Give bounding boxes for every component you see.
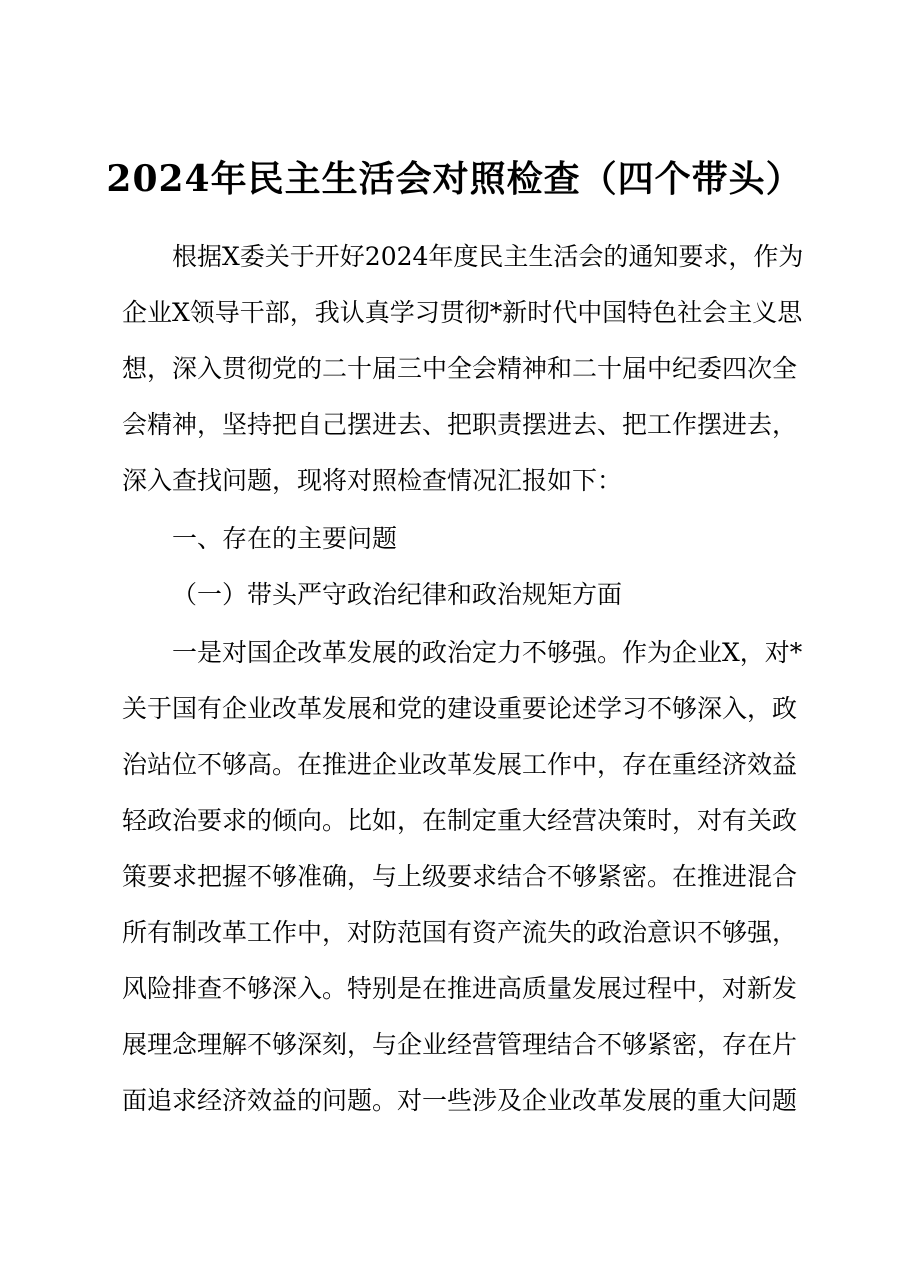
para1-line-1: 一是对国企改革发展的政治定力不够强。作为企业X，对*	[172, 638, 803, 667]
para1-line-4: 轻政治要求的倾向。比如，在制定重大经营决策时，对有关政	[122, 806, 798, 835]
intro-line-3: 想，深入贯彻党的二十届三中全会精神和二十届中纪委四次全	[122, 354, 798, 383]
para1-line-6: 所有制改革工作中，对防范国有资产流失的政治意识不够强，	[122, 918, 798, 947]
intro-line-2: 企业X领导干部，我认真学习贯彻*新时代中国特色社会主义思	[122, 298, 803, 327]
para1-line-2: 关于国有企业改革发展和党的建设重要论述学习不够深入，政	[122, 694, 798, 723]
document-title: 2024年民主生活会对照检查（四个带头）	[106, 158, 803, 200]
section-heading-1: 一、存在的主要问题	[172, 524, 398, 553]
para1-line-5: 策要求把握不够准确，与上级要求结合不够紧密。在推进混合	[122, 862, 798, 891]
intro-line-4: 会精神，坚持把自己摆进去、把职责摆进去、把工作摆进去，	[122, 410, 798, 439]
para1-line-7: 风险排查不够深入。特别是在推进高质量发展过程中，对新发	[122, 974, 798, 1003]
para1-line-3: 治站位不够高。在推进企业改革发展工作中，存在重经济效益	[122, 750, 798, 779]
subsection-heading-1: （一）带头严守政治纪律和政治规矩方面	[172, 580, 623, 609]
para1-line-8: 展理念理解不够深刻，与企业经营管理结合不够紧密，存在片	[122, 1030, 798, 1059]
para1-line-9: 面追求经济效益的问题。对一些涉及企业改革发展的重大问题	[122, 1086, 798, 1115]
intro-line-1: 根据X委关于开好2024年度民主生活会的通知要求，作为	[172, 242, 804, 271]
intro-line-5: 深入查找问题，现将对照检查情况汇报如下：	[122, 466, 623, 495]
